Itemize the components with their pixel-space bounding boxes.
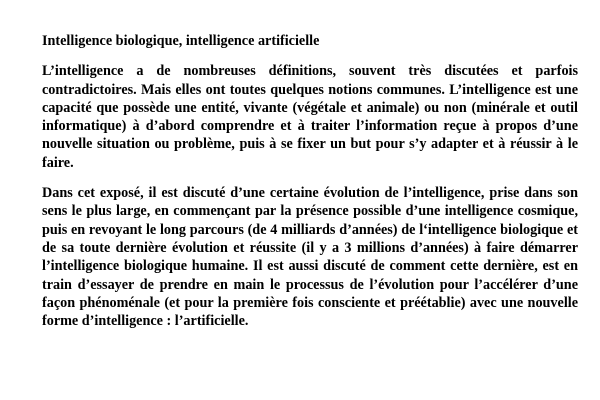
paragraph-definition: L’intelligence a de nombreuses définitions, souvent très discutées et parfois contradictoires. Mais elles ont toutes quelques notions communes. L’intelligence est une capacité que possède une entité, vivante (végétale et animale) ou non (minérale et outil informatique) à d’abord comprendre et à traiter l’information reçue à propos d’une nouvelle situation ou problème, puis à se fixer un but pour s’y adapter et à réussir à le faire. bbox=[42, 63, 578, 171]
document-title: Intelligence biologique, intelligence artificielle bbox=[42, 33, 320, 49]
document-page bbox=[42, 32, 578, 342]
paragraph-expose: Dans cet exposé, il est discuté d’une certaine évolution de l’intelligence, prise dans son sens le plus large, en commençant par la présence possible d’une intelligence cosmique, puis en revoyant le long parcours (de 4 milliards d’années) de l‘intelligence biologique et de sa toute dernière évolution et réussite (il y a 3 millions d’années) à faire démarrer l’intelligence biologique humaine. Il est aussi discuté de comment cette dernière, est en train d’essayer de prendre en main le processus de l’évolution pour l’accélérer d’une façon phénoménale (et pour la première fois consciente et préétablie) avec une nouvelle forme d’intelligence : l’artificielle. bbox=[42, 185, 578, 330]
